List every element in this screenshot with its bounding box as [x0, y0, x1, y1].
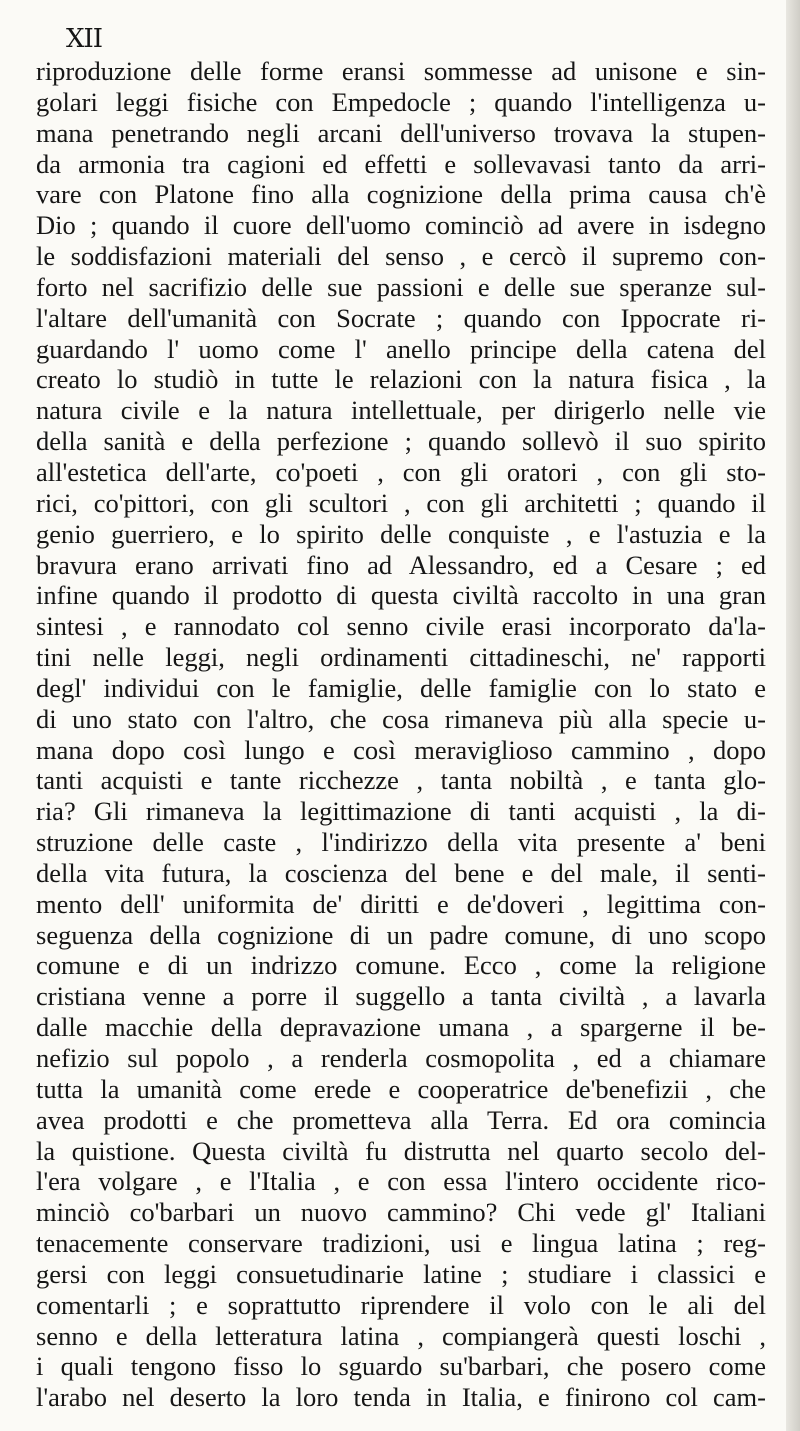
body-text [36, 56, 766, 1413]
text-line: creato lo studiò in tutte le relazioni con la natura fisica , la [36, 364, 766, 395]
text-line: mana dopo così lungo e così meraviglioso cammino , dopo [36, 734, 766, 765]
text-line: genio guerriero, e lo spirito delle conquiste , e l'astuzia e la [36, 518, 766, 549]
text-line: di uno stato con l'altro, che cosa rimaneva più alla specie u- [36, 703, 766, 734]
text-line: riproduzione delle forme eransi sommesse ad unisone e sin- [36, 56, 766, 86]
text-line: forto nel sacrifizio delle sue passioni e delle sue speranze sul- [36, 271, 766, 302]
text-line: i quali tengono fisso lo sguardo su'barbari, che posero come [36, 1351, 766, 1382]
text-line: della vita futura, la coscienza del bene e del male, il senti- [36, 857, 766, 888]
text-line: gersi con leggi consuetudinarie latine ; studiare i classici e [36, 1258, 766, 1289]
text-line: mana penetrando negli arcani dell'universo trovava la stupen- [36, 117, 766, 148]
text-line: cristiana venne a porre il suggello a tanta civiltà , a lavarla [36, 981, 766, 1012]
text-line: senno e della letteratura latina , compiangerà questi loschi , [36, 1320, 766, 1351]
text-line: sintesi , e rannodato col senno civile erasi incorporato da'la- [36, 611, 766, 642]
text-line: comune e di un indrizzo comune. Ecco , come la religione [36, 950, 766, 981]
text-line: nefizio sul popolo , a renderla cosmopolita , ed a chiamare [36, 1043, 766, 1073]
text-line: struzione delle caste , l'indirizzo della vita presente a' beni [36, 827, 766, 858]
text-line: dalle macchie della depravazione umana , a spargerne il be- [36, 1012, 766, 1043]
text-line: seguenza della cognizione di un padre comune, di uno scopo [36, 919, 766, 950]
text-line: ria? Gli rimaneva la legittimazione di tanti acquisti , la di- [36, 796, 766, 827]
page-edge-shadow [786, 0, 800, 1431]
text-line: l'altare dell'umanità con Socrate ; quando con Ippocrate ri- [36, 302, 766, 333]
text-line: da armonia tra cagioni ed effetti e sollevavasi tanto da arri- [36, 148, 766, 179]
text-line: degl' individui con le famiglie, delle famiglie con lo stato e [36, 672, 766, 703]
text-line: avea prodotti e che prometteva alla Terra. Ed ora comincia [36, 1104, 766, 1135]
text-line: della sanità e della perfezione ; quando sollevò il suo spirito [36, 426, 766, 457]
text-line: vare con Platone fino alla cognizione della prima causa ch'è [36, 179, 766, 210]
text-line: le soddisfazioni materiali del senso , e cercò il supremo con- [36, 241, 766, 272]
text-line: mento dell' uniformita de' diritti e de'doveri , legittima con- [36, 888, 766, 919]
text-line: natura civile e la natura intellettuale, per dirigerlo nelle vie [36, 395, 766, 426]
text-line: guardando l' uomo come l' anello principe della catena del [36, 333, 766, 364]
text-line: Dio ; quando il cuore dell'uomo cominciò ad avere in isdegno [36, 210, 766, 241]
text-line: tini nelle leggi, negli ordinamenti cittadineschi, ne' rapporti [36, 642, 766, 673]
text-line: rici, co'pittori, con gli scultori , con gli architetti ; quando il [36, 487, 766, 518]
text-line: infine quando il prodotto di questa civiltà raccolto in una gran [36, 580, 766, 611]
text-line: l'era volgare , e l'Italia , e con essa l'intero occidente rico- [36, 1166, 766, 1197]
text-line: minciò co'barbari un nuovo cammino? Chi vede gl' Italiani [36, 1197, 766, 1228]
text-line: all'estetica dell'arte, co'poeti , con gli oratori , con gli sto- [36, 456, 766, 487]
page-number: XII [66, 24, 103, 54]
text-line: l'arabo nel deserto la loro tenda in Italia, e finirono col cam- [36, 1382, 766, 1413]
text-line: bravura erano arrivati fino ad Alessandro, ed a Cesare ; ed [36, 549, 766, 580]
text-line: comentarli ; e soprattutto riprendere il volo con le ali del [36, 1289, 766, 1320]
text-line: tutta la umanità come erede e cooperatrice de'benefizii , che [36, 1073, 766, 1104]
text-line: golari leggi fisiche con Empedocle ; quando l'intelligenza u- [36, 86, 766, 117]
text-line: la quistione. Questa civiltà fu distrutta nel quarto secolo del- [36, 1135, 766, 1166]
text-line: tanti acquisti e tante ricchezze , tanta nobiltà , e tanta glo- [36, 765, 766, 796]
text-line: tenacemente conservare tradizioni, usi e lingua latina ; reg- [36, 1228, 766, 1259]
